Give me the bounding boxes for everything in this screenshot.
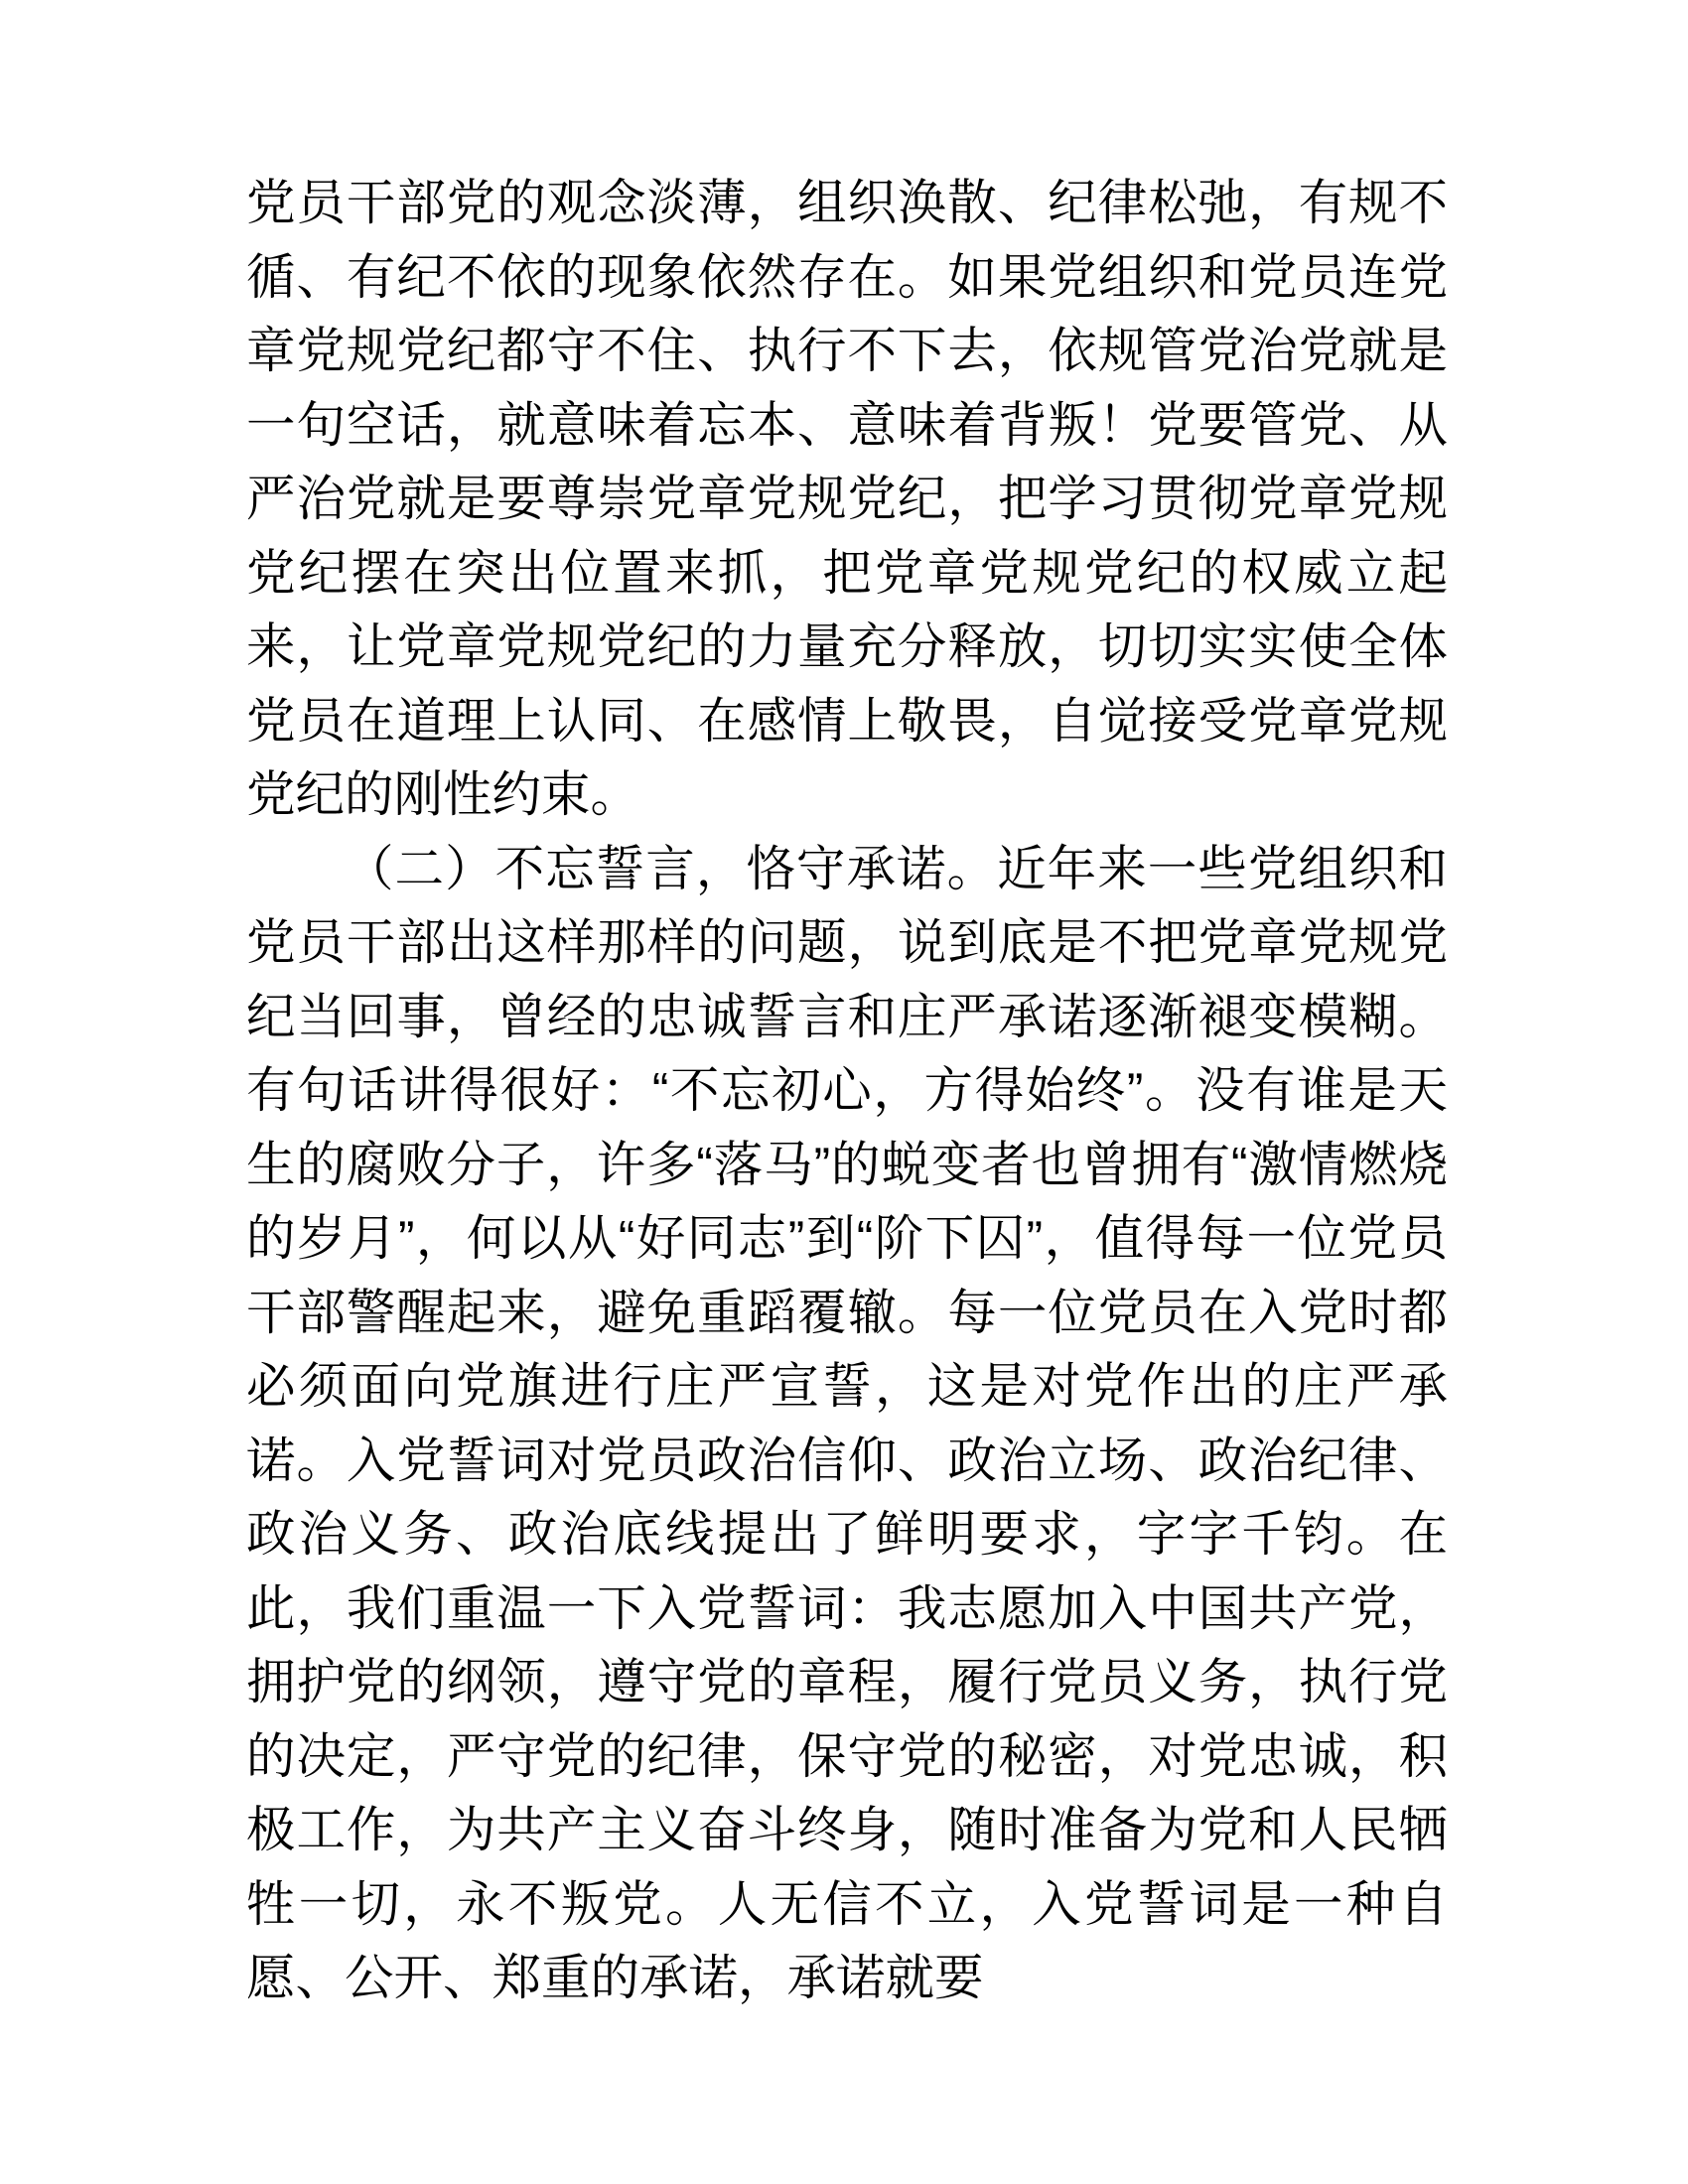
paragraph-section-two: （二）不忘誓言，恪守承诺。近年来一些党组织和党员干部出这样那样的问题，说到底是不把党章党规党纪当回事，曾经的忠诚誓言和庄严承诺逐渐褪变模糊。有句话讲得很好：“不忘初心，方得始终”。没有谁是天生的腐败分子，许多“落马”的蜕变者也曾拥有“激情燃烧的岁月”，何以从“好同志”到“阶下囚”，值得每一位党员干部警醒起来，避免重蹈覆辙。每一位党员在入党时都必须面向党旗进行庄严宣誓，这是对党作出的庄严承诺。入党誓词对党员政治信仰、政治立场、政治纪律、政治义务、政治底线提出了鲜明要求，字字千钧。在此，我们重温一下入党誓词：我志愿加入中国共产党，拥护党的纲领，遵守党的章程，履行党员义务，执行党的决定，严守党的纪律，保守党的秘密，对党忠诚，积极工作，为共产主义奋斗终身，随时准备为党和人民牺牲一切，永不叛党。人无信不立，入党誓词是一种自愿、公开、郑重的承诺，承诺就要 [246, 841, 1448, 2005]
paragraph-continuation: 党员干部党的观念淡薄，组织涣散、纪律松弛，有规不循、有纪不依的现象依然存在。如果党组织和党员连党章党规党纪都守不住、执行不下去，依规管党治党就是一句空话，就意味着忘本、意味着背叛！党要管党、从严治党就是要尊崇党章党规党纪，把学习贯彻党章党规党纪摆在突出位置来抓，把党章党规党纪的权威立起来，让党章党规党纪的力量充分释放，切切实实使全体党员在道理上认同、在感情上敬畏，自觉接受党章党规党纪的刚性约束。 [246, 176, 1448, 822]
document-body [246, 167, 1448, 2016]
